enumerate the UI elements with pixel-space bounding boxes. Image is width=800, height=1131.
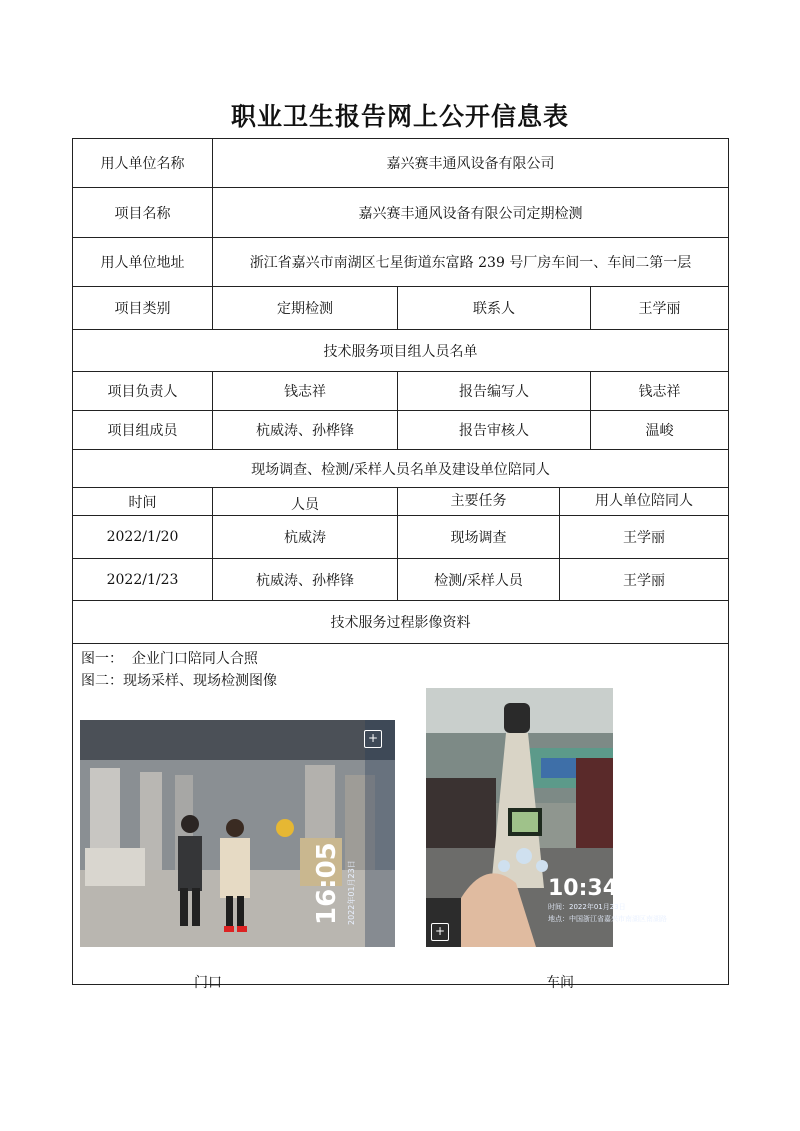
workshop-photo [426, 688, 667, 947]
site-header-time: 时间 [73, 488, 213, 516]
site-row-2-time: 2022/1/23 [73, 559, 213, 601]
contact-value: 王学丽 [591, 287, 728, 330]
report-reviewer-value: 温峻 [591, 411, 728, 450]
site-row-1-staff: 杭威涛 [213, 516, 398, 559]
site-row-1-escort: 王学丽 [560, 516, 728, 559]
site-header-staff: 人员 [213, 488, 398, 516]
page-title: 职业卫生报告网上公开信息表 [230, 102, 569, 131]
project-name-label: 项目名称 [73, 188, 213, 238]
site-row-2-task: 检测/采样人员 [398, 559, 560, 601]
photo-2-time: 10:34 [548, 876, 619, 901]
photo-2-meta: 时间：2022年01月23日 [548, 903, 626, 911]
camera-icon: + [431, 923, 449, 941]
media-section-title: 技术服务过程影像资料 [73, 601, 728, 644]
info-table [72, 138, 729, 991]
camera-icon: + [364, 730, 382, 748]
project-lead-value: 钱志祥 [213, 372, 398, 411]
employer-address-value: 浙江省嘉兴市南湖区七星街道东富路 239 号厂房车间一、车间二第一层 [213, 238, 728, 287]
photo-1-date: 2022年01月23日 [347, 860, 356, 925]
project-type-label: 项目类别 [73, 287, 213, 330]
contact-label: 联系人 [398, 287, 591, 330]
site-header-task: 主要任务 [398, 488, 560, 516]
team-members-label: 项目组成员 [73, 411, 213, 450]
caption-figure-1: 图一： 企业门口陪同人合照 [81, 651, 258, 667]
photo-2-label: 车间 [546, 975, 574, 991]
site-row-2-escort: 王学丽 [560, 559, 728, 601]
team-section-title: 技术服务项目组人员名单 [73, 330, 728, 372]
project-type-value: 定期检测 [213, 287, 398, 330]
employer-name-value: 嘉兴赛丰通风设备有限公司 [213, 139, 728, 188]
site-section-title: 现场调查、检测/采样人员名单及建设单位陪同人 [73, 450, 728, 488]
caption-figure-2: 图二：现场采样、现场检测图像 [81, 673, 277, 689]
report-writer-value: 钱志祥 [591, 372, 728, 411]
report-reviewer-label: 报告审核人 [398, 411, 591, 450]
photo-2-place: 地点：中国浙江省嘉兴市南湖区南湖路 [548, 915, 667, 923]
project-name-value: 嘉兴赛丰通风设备有限公司定期检测 [213, 188, 728, 238]
photo-1-time: 16:05 [312, 842, 342, 925]
team-members-value: 杭威涛、孙桦锋 [213, 411, 398, 450]
entrance-photo [80, 720, 395, 947]
media-area [73, 644, 728, 991]
project-lead-label: 项目负责人 [73, 372, 213, 411]
site-header-escort: 用人单位陪同人 [560, 488, 728, 516]
employer-name-label: 用人单位名称 [73, 139, 213, 188]
site-row-1-time: 2022/1/20 [73, 516, 213, 559]
employer-address-label: 用人单位地址 [73, 238, 213, 287]
photo-1-label: 门口 [194, 975, 222, 991]
site-row-2-staff: 杭威涛、孙桦锋 [213, 559, 398, 601]
media-captions [81, 648, 277, 692]
report-writer-label: 报告编写人 [398, 372, 591, 411]
site-row-1-task: 现场调查 [398, 516, 560, 559]
